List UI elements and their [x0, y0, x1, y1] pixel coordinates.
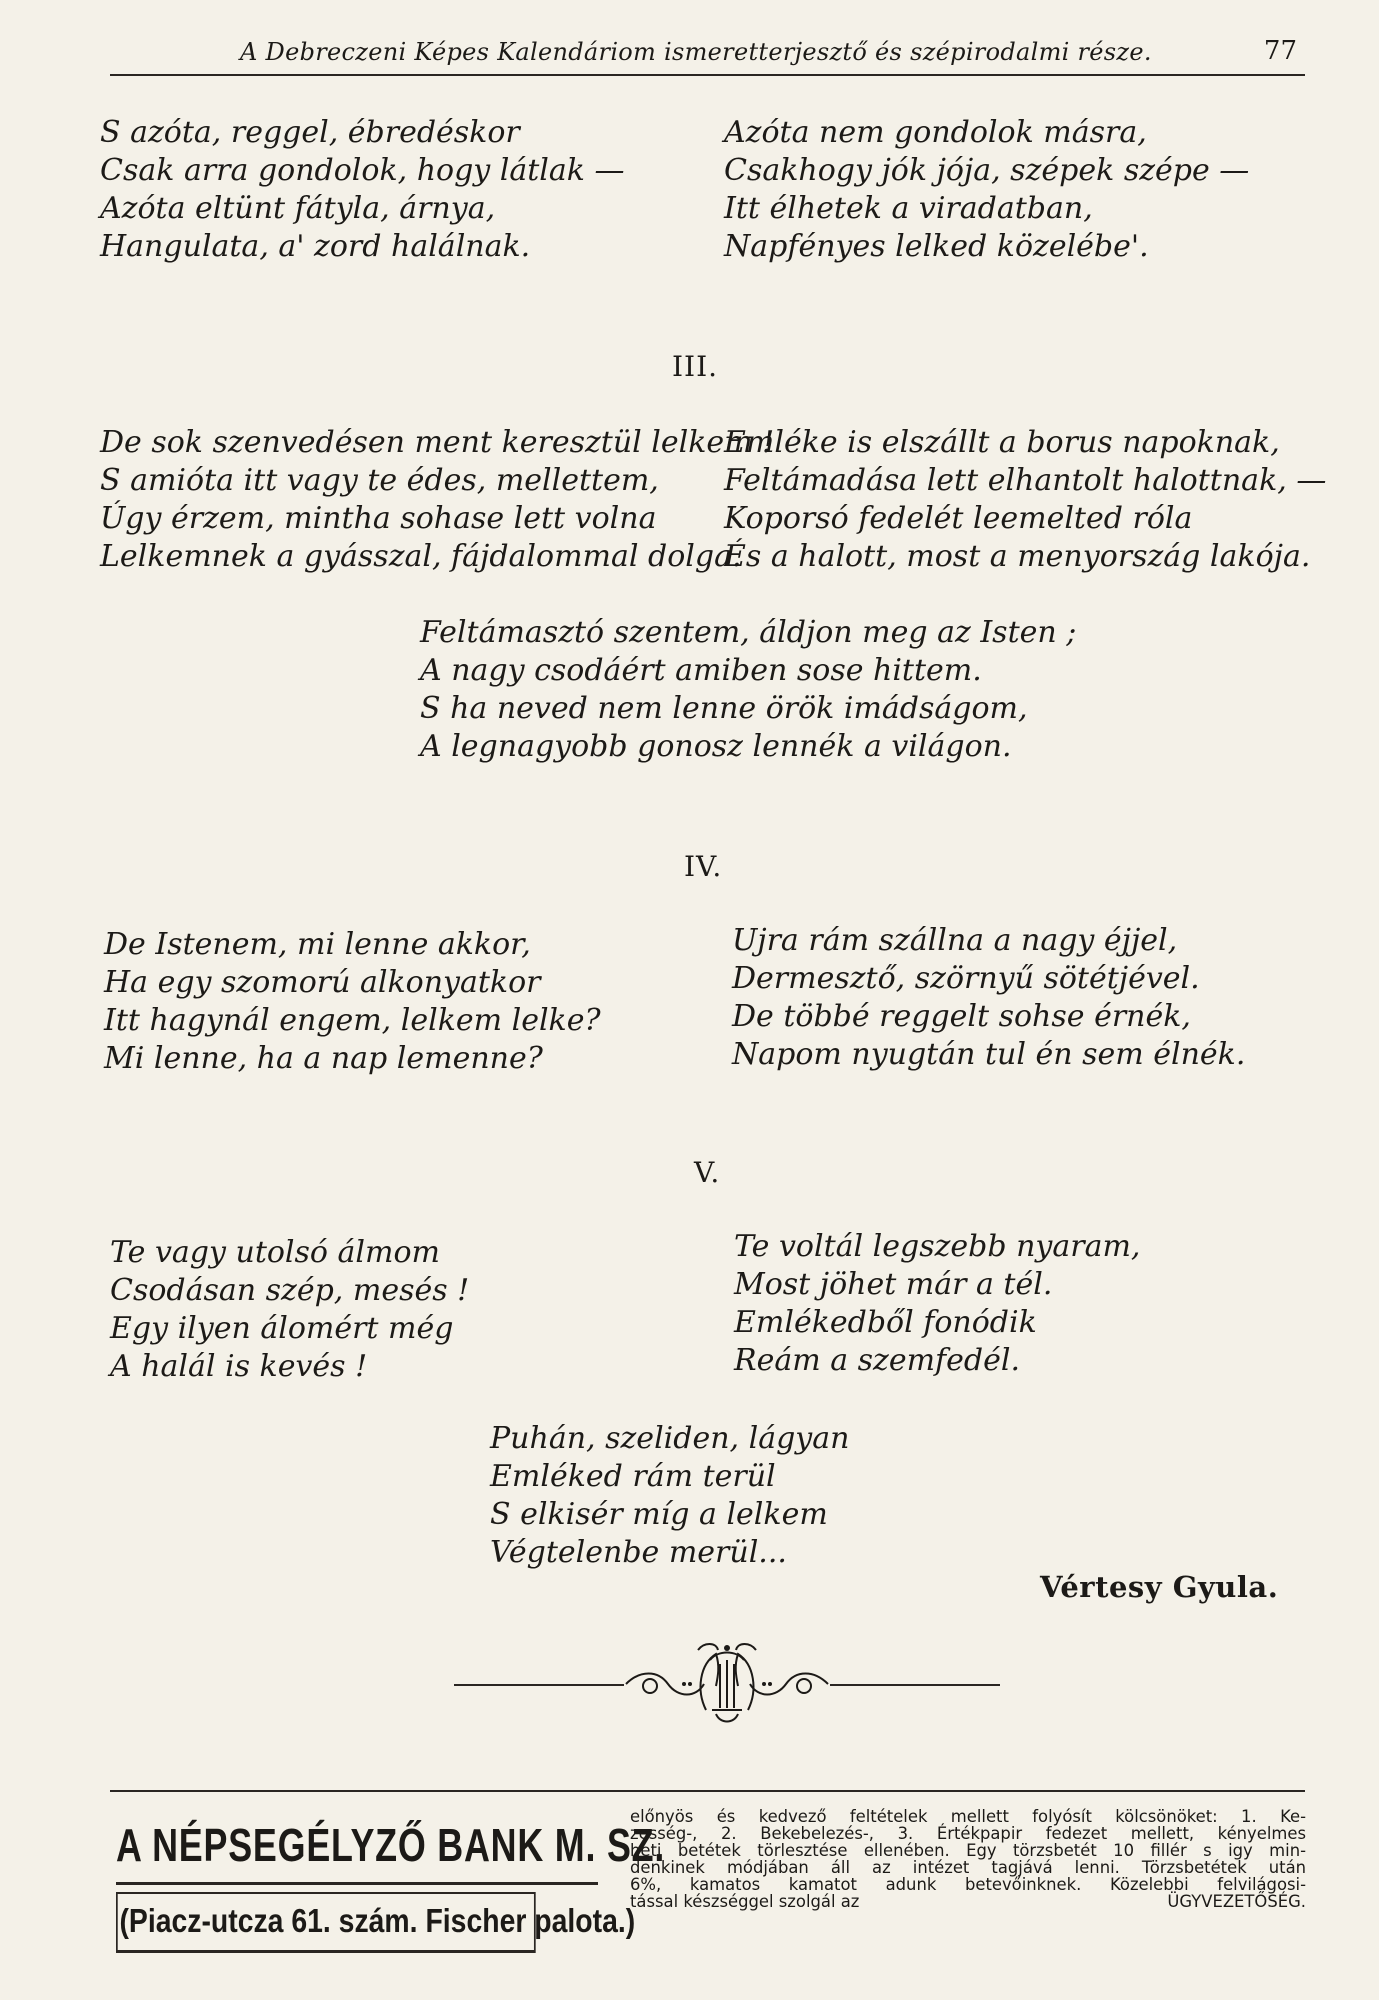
verse-line: Ha egy szomorú alkonyatkor [104, 965, 541, 1000]
info-closing: tással készséggel szolgál az [630, 1892, 860, 1911]
ornament-rule-right [830, 1684, 1000, 1686]
stanza-v-center [490, 1420, 849, 1572]
verse-line: És a halott, most a menyország lakója. [724, 539, 1311, 574]
verse-line: S elkisér míg a lelkem [490, 1497, 828, 1532]
verse-line: Puhán, szeliden, lágyan [490, 1421, 850, 1456]
verse-line: Hangulata, a' zord halálnak. [100, 229, 531, 264]
verse-line: Azóta nem gondolok másra, [724, 115, 1147, 150]
page-number: 77 [1263, 36, 1297, 66]
verse-line: Úgy érzem, mintha sohase lett volna [100, 501, 657, 536]
info-signature: ÜGYVEZETŐSÉG. [1167, 1892, 1306, 1911]
verse-line: S ha neved nem lenne örök imádságom, [420, 691, 1028, 726]
verse-line: Napom nyugtán tul én sem élnék. [732, 1037, 1246, 1072]
verse-line: Reám a szemfedél. [734, 1343, 1020, 1378]
bank-advertisement [116, 1808, 666, 1962]
info-line: zesség-, 2. Bekebelezés-, 3. Értékpapir fedezet mellett, kényelmes [630, 1824, 1306, 1843]
verse-line: Ujra rám szállna a nagy éjjel, [732, 923, 1178, 958]
verse-line: Itt hagynál engem, lelkem lelke? [104, 1003, 601, 1038]
stanza-iv-right [732, 922, 1245, 1074]
header-title: A Debreczeni Képes Kalendáriom ismeretterjesztő és szépirodalmi része. [240, 38, 1152, 66]
verse-line: Napfényes lelked közelébe'. [724, 229, 1149, 264]
verse-line: Feltámadása lett elhantolt halottnak, — [724, 463, 1327, 498]
verse-line: Emlékedből fonódik [734, 1305, 1037, 1340]
info-last-line [630, 1893, 1306, 1910]
verse-line: Dermesztő, szörnyű sötétjével. [732, 961, 1200, 996]
verse-line: Te vagy utolsó álmom [110, 1235, 440, 1270]
verse-line: A legnagyobb gonosz lennék a világon. [420, 729, 1012, 764]
info-line: denkinek módjában áll az intézet tagjává lenni. Törzsbetétek után [630, 1858, 1306, 1877]
stanza-iii-right [724, 424, 1326, 576]
verse-line: S azóta, reggel, ébredéskor [100, 115, 520, 150]
verse-line: Itt élhetek a viradatban, [724, 191, 1093, 226]
bank-info-text [630, 1808, 1306, 1910]
verse-line: S amióta itt vagy te édes, mellettem, [100, 463, 659, 498]
verse-line: Te voltál legszebb nyaram, [734, 1229, 1141, 1264]
verse-line: De többé reggelt sohse érnék, [732, 999, 1191, 1034]
verse-line: Csak arra gondolok, hogy látlak — [100, 153, 625, 188]
author-signature: Vértesy Gyula. [1040, 1570, 1279, 1604]
footer-rule [110, 1790, 1305, 1792]
info-line: előnyös és kedvező feltételek mellett folyósít kölcsönöket: 1. Ke- [630, 1807, 1306, 1826]
verse-line: Koporsó fedelét leemelted róla [724, 501, 1193, 536]
verse-line: A nagy csodáért amiben sose hittem. [420, 653, 982, 688]
verse-line: Lelkemnek a gyásszal, fájdalommal dolga. [100, 539, 742, 574]
section-numeral-iv: IV. [684, 850, 723, 883]
verse-line: Most jöhet már a tél. [734, 1267, 1053, 1302]
verse-line: Csakhogy jók jója, szépek szépe — [724, 153, 1250, 188]
verse-line: Azóta eltünt fátyla, árnya, [100, 191, 496, 226]
verse-line: De Istenem, mi lenne akkor, [104, 927, 531, 962]
running-header [110, 34, 1305, 76]
info-line: heti betétek törlesztése ellenében. Egy törzsbetét 10 fillér s igy min- [630, 1841, 1306, 1860]
stanza-iv-left [104, 926, 601, 1078]
verse-line: Végtelenbe merül... [490, 1535, 787, 1570]
verse-line: Emléke is elszállt a borus napoknak, [724, 425, 1280, 460]
stanza-iii-center [420, 614, 1076, 766]
verse-line: Egy ilyen álomért még [110, 1311, 454, 1346]
verse-line: Emléked rám terül [490, 1459, 776, 1494]
stanza-iii-left [100, 424, 774, 576]
bank-divider [116, 1882, 598, 1885]
stanza-v-right [734, 1228, 1140, 1380]
stanza-ii-right [724, 114, 1249, 266]
verse-line: De sok szenvedésen ment keresztül lelkem ! [100, 425, 775, 460]
verse-line: Feltámasztó szentem, áldjon meg az Isten ; [420, 615, 1077, 650]
bank-address: (Piacz-utcza 61. szám. Fischer palota.) [116, 1892, 536, 1953]
info-line: 6%, kamatos kamatot adunk betevőinknek. Közelebbi felvilágosi- [630, 1875, 1306, 1894]
ornament-rule-left [454, 1684, 624, 1686]
bank-name: A NÉPSEGÉLYZŐ BANK M. SZ. [116, 1819, 666, 1871]
section-numeral-v: V. [694, 1156, 721, 1189]
lyre-ornament-icon [620, 1640, 834, 1728]
section-numeral-iii: III. [672, 350, 719, 383]
verse-line: A halál is kevés ! [110, 1349, 368, 1384]
stanza-ii-left [100, 114, 625, 266]
verse-line: Mi lenne, ha a nap lemenne? [104, 1041, 543, 1076]
stanza-v-left [110, 1234, 469, 1386]
verse-line: Csodásan szép, mesés ! [110, 1273, 470, 1308]
